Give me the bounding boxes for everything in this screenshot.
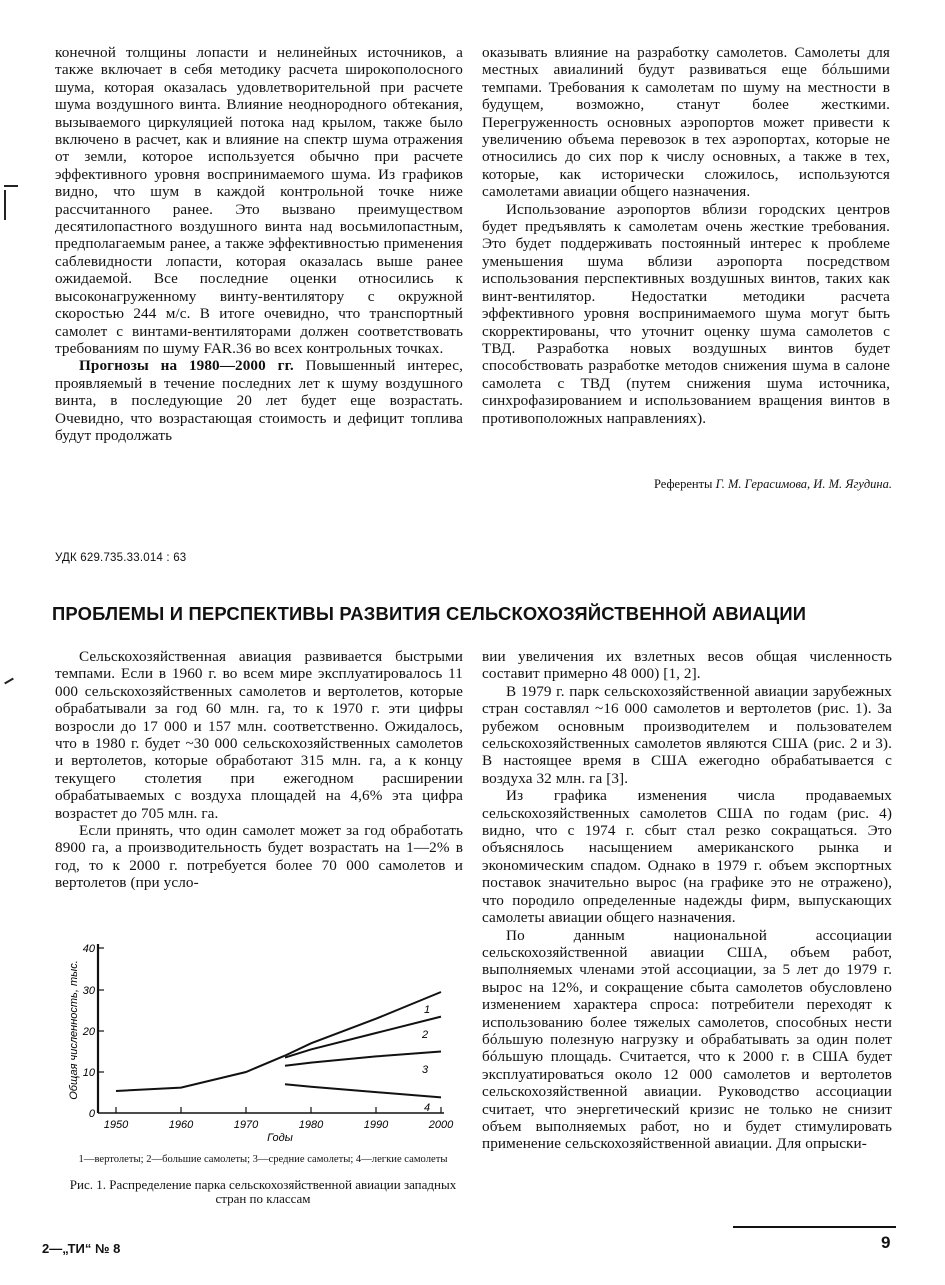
line-chart xyxy=(58,940,468,1145)
svg-text:20: 20 xyxy=(82,1026,95,1038)
x-ticks xyxy=(116,1107,441,1113)
signature-mark: 2—„ТИ“ № 8 xyxy=(42,1241,121,1256)
figure-chart xyxy=(58,940,468,1145)
paragraph: оказывать влияние на разработку самолетов. Самолеты для местных авиалиний будут развиваться еще бóльшими темпами. Требования к самолетам по шуму на местности в будущем, возможно, станут более жесткими. Перегруженность основных аэропортов может привести к увеличению объема перевозок в тех аэропортах, которые не относились до сих пор к числу основных, а также в тех, которые, как исторически сложилось, используются самолетами авиации общего назначения. xyxy=(482,44,890,201)
y-tick-labels xyxy=(82,943,96,1120)
section-heading: Прогнозы на 1980—2000 гг. xyxy=(79,357,294,375)
y-axis-label: Общая численность, тыс. xyxy=(68,960,80,1100)
svg-text:2: 2 xyxy=(422,1029,429,1041)
svg-text:3: 3 xyxy=(422,1064,429,1076)
svg-text:1960: 1960 xyxy=(168,1119,194,1131)
article-title: ПРОБЛЕМЫ И ПЕРСПЕКТИВЫ РАЗВИТИЯ СЕЛЬСКОХОЗЯЙСТВЕННОЙ АВИАЦИИ xyxy=(52,603,807,624)
x-tick-labels xyxy=(104,1119,454,1131)
svg-text:1970: 1970 xyxy=(233,1119,259,1131)
svg-text:1950: 1950 xyxy=(103,1119,129,1131)
series-4-line xyxy=(285,1084,441,1097)
x-axis-label: Годы xyxy=(267,1132,293,1144)
svg-text:1: 1 xyxy=(424,1004,431,1016)
series-1-line xyxy=(285,992,441,1056)
paragraph: вии увеличения их взлетных весов общая численность составит примерно 48 000) [1, 2]. xyxy=(482,648,892,683)
svg-text:0: 0 xyxy=(88,1108,95,1120)
figure-caption: Рис. 1. Распределение парка сельскохозяйственной авиации западных стран по классам xyxy=(69,1177,457,1206)
top-right-column xyxy=(482,44,890,427)
bottom-left-column xyxy=(55,648,463,892)
svg-text:30: 30 xyxy=(82,985,95,997)
paragraph-forecasts xyxy=(55,357,463,444)
svg-text:2000: 2000 xyxy=(428,1119,454,1131)
top-left-column xyxy=(55,44,463,444)
paragraph: Если принять, что один самолет может за год обработать 8900 га, а производительность будет возрастать на 1—2% в год, то к 2000 г. потребуется более 70 000 самолетов и вертолетов (при усло- xyxy=(55,822,463,892)
page-number: 9 xyxy=(881,1233,891,1252)
svg-text:40: 40 xyxy=(82,943,95,955)
series-total-line xyxy=(116,1056,285,1091)
bottom-right-column xyxy=(482,648,892,1153)
referees-label: Референты xyxy=(653,477,713,491)
paragraph: По данным национальной ассоциации сельскохозяйственной авиации США, объем работ, выполняемых членами этой ассоциации, за 5 лет до 1979 г. вырос на 12%, и сокращение сбыта самолетов обусловлено изменением характера спроса: потребители переходят к использованию более тяжелых самолетов, способных нести бóльшую полезную нагрузку и обрабатывать за один полет бóльшую площадь. Считается, что к 2000 г. в США будет эксплуатироваться около 12 000 самолетов и вертолетов сельскохозяйственной авиации. Руководство ассоциации считает, что энергетический кризис не только не снизит объем выполняемых работ, но и будет стимулировать применение сельскохозяйственной авиации. Для опрыски- xyxy=(482,926,892,1153)
svg-text:1980: 1980 xyxy=(298,1119,324,1131)
svg-text:10: 10 xyxy=(82,1067,95,1079)
referees-line xyxy=(482,477,892,492)
paragraph-text: Повышенный интерес, проявляемый в течение последних лет к шуму воздушного винта, в последующие 20 лет будет еще возрастать. Очевидно, что возрастающая стоимость и дефицит топлива будут продолжать xyxy=(55,357,463,444)
paragraph: Из графика изменения числа продаваемых сельскохозяйственных самолетов США по годам (рис. 4) видно, что с 1974 г. сбыт стал резко сокращаться. Это объяснялось насыщением американского рынка и экономическим спадом. Однако в 1979 г. объем экспортных поставок значительно вырос (на графике это не отражено), что породило определенные надежды фирм, выпускающих самолеты авиации общего назначения. xyxy=(482,787,892,927)
scan-mark xyxy=(4,678,14,685)
footer-rule xyxy=(733,1226,896,1228)
figure-legend: 1—вертолеты; 2—большие самолеты; 3—средние самолеты; 4—легкие самолеты xyxy=(78,1154,448,1165)
paragraph: В 1979 г. парк сельскохозяйственной авиации зарубежных стран составлял ~16 000 самолетов и вертолетов (рис. 1). За рубежом основным производителем и пользователем сельскохозяйственных самолетов являются США (рис. 2 и 3). В настоящее время в США ежегодно обрабатывается с воздуха 32 млн. га [3]. xyxy=(482,682,892,787)
paragraph: Использование аэропортов вблизи городских центров будет предъявлять к самолетам очень жесткие требования. Это будет поддерживать постоянный интерес к проблеме уменьшения шума вблизи аэропорта посредством использования перспективных воздушных винтов, таких как винт-вентилятор. Недостатки методики расчета эффективного уровня воспринимаемого шума могут быть скорректированы, что уточнит оценку шума самолетов с ТВД. Разработка новых воздушных винтов будет способствовать разработке методов снижения шума в салоне самолета с ТВД (путем снижения шума источника, синхрофазированием и использованием вращения винтов в противоположных направлениях). xyxy=(482,200,890,427)
paragraph: конечной толщины лопасти и нелинейных источников, а также включает в себя методику расчета широкополосного шума, которая оказалась удовлетворительной при расчете шума воздушного винта. Влияние неоднородного обтекания, вызываемого циркуляцией потока над крылом, также было включено в расчет, как и влияние на спектр шума отражения от земли, которое используется обычно при расчете эффективного уровня воспринимаемого шума. Из графиков видно, что шум в каждой контрольной точке ниже рассчитанного ранее. Это вызвано преимуществом десятилопастного воздушного винта над восьмилопастным, предполагаемым ранее, а также эффективностью применения саблевидности лопасти, которая оказалась выше ранее ожидаемой. Все последние оценки относились к высоконагруженному винту-вентилятору с окружной скоростью 244 м/с. В итоге очевидно, что транспортный самолет с винтами-вентиляторами должен соответствовать требованиям по шуму FAR.36 во всех контрольных точках. xyxy=(55,44,463,357)
scan-mark xyxy=(4,185,18,187)
svg-text:4: 4 xyxy=(424,1102,431,1114)
paragraph: Сельскохозяйственная авиация развивается быстрыми темпами. Если в 1960 г. во всем мире эксплуатировалось 11 000 сельскохозяйственных самолетов и вертолетов, которые обрабатывали за год 60 млн. га, то к 1970 г. эти цифры возросли до 17 000 и 157 млн. соответственно. Ожидалось, что в 1980 г. будет ~30 000 сельскохозяйственных самолетов и вертолетов, которые обработают 315 млн. га, а к концу текущего столетия при ежегодном расширении обрабатываемых с воздуха площадей на 4,6% эта цифра возрастет до 705 млн. га. xyxy=(55,648,463,822)
svg-text:1990: 1990 xyxy=(363,1119,389,1131)
scan-mark xyxy=(4,190,6,220)
series-3-line xyxy=(285,1052,441,1066)
referees-names: Г. М. Герасимова, И. М. Ягудина. xyxy=(715,477,892,491)
udk-code: УДК 629.735.33.014 : 63 xyxy=(55,552,187,564)
